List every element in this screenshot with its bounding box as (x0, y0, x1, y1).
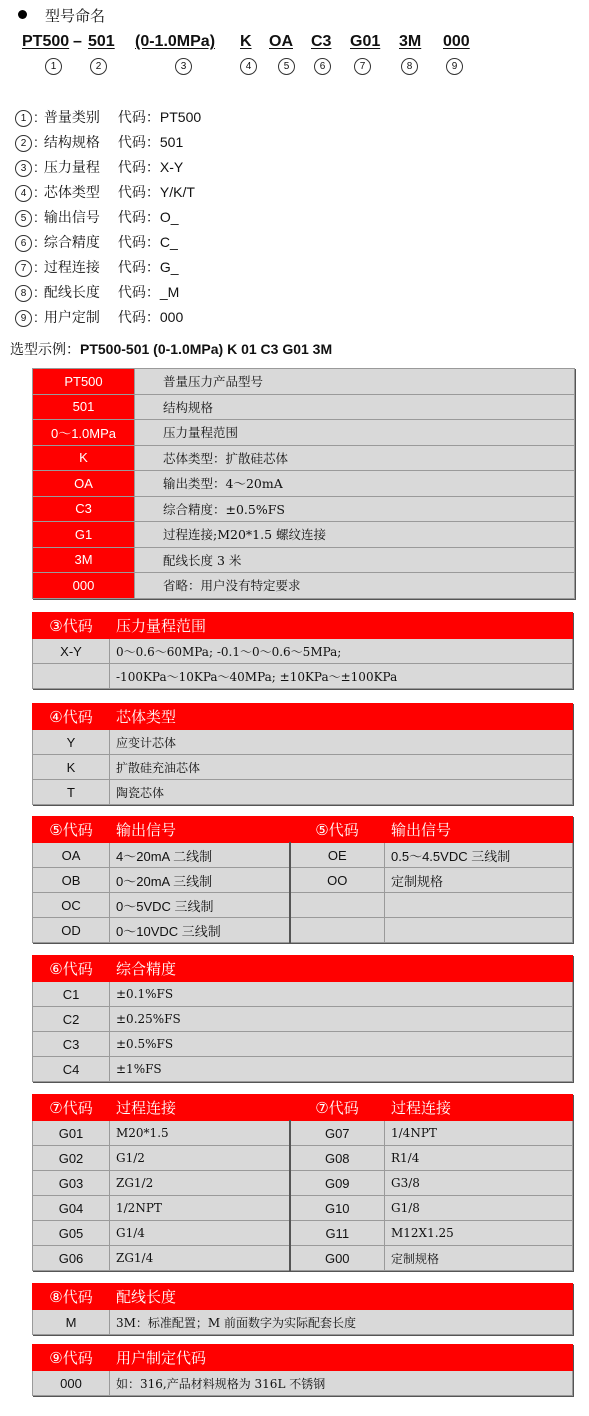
row-code: OE (290, 843, 385, 868)
summary-desc: 芯体类型：扩散硅芯体 (135, 445, 575, 471)
row-value: ±0.1%FS (110, 982, 573, 1007)
model-part: (0-1.0MPa) (135, 33, 216, 50)
row-code: Y (33, 730, 110, 755)
code-label: 代码： (117, 109, 160, 125)
header-name: 压力量程范围 (110, 613, 573, 639)
circle-number: 5 (278, 58, 295, 75)
table-row (33, 918, 573, 943)
bullet-dot-icon (18, 10, 27, 19)
row-code: G03 (33, 1171, 110, 1196)
row-code: OA (33, 843, 110, 868)
circle-number: 8 (15, 285, 32, 302)
row-code: G07 (290, 1121, 385, 1146)
row-code: G06 (33, 1246, 110, 1271)
summary-desc: 输出类型：4～20mA (135, 471, 575, 497)
definition-code: 000 (159, 309, 184, 325)
definition-item: 8 : 配线长度 代码：_M (15, 282, 179, 304)
header-code: ⑥代码 (33, 956, 110, 982)
table-row (33, 1246, 573, 1271)
row-value: -100KPa～10KPa～40MPa; ±10KPa～±100KPa (110, 664, 573, 689)
table-row (33, 780, 573, 805)
circle-number: 7 (15, 260, 32, 277)
circle-number: 8 (401, 58, 418, 75)
output-signal-table (32, 816, 573, 943)
row-code: G00 (290, 1246, 385, 1271)
row-code: G11 (290, 1221, 385, 1246)
row-code: T (33, 780, 110, 805)
row-code: G09 (290, 1171, 385, 1196)
table-header (33, 1284, 573, 1310)
row-code: G05 (33, 1221, 110, 1246)
summary-code: 3M (33, 547, 135, 573)
header-code: ⑨代码 (33, 1345, 110, 1371)
table-row (33, 1221, 573, 1246)
definition-code: X-Y (159, 159, 184, 175)
definition-code: Y/K/T (159, 184, 195, 200)
row-value: 应变计芯体 (110, 730, 573, 755)
row-code: G10 (290, 1196, 385, 1221)
row-value: ±0.25%FS (110, 1007, 573, 1032)
definition-code: _M (159, 284, 180, 300)
row-value: 3M：标准配置；M 前面数字为实际配套长度 (110, 1310, 573, 1335)
header-name: 过程连接 (385, 1095, 573, 1121)
code-label: 代码： (117, 234, 160, 250)
example-label: 选型示例： (10, 341, 80, 357)
row-code: C1 (33, 982, 110, 1007)
header-name: 综合精度 (110, 956, 573, 982)
row-value: 1/4NPT (385, 1121, 573, 1146)
row-code (33, 664, 110, 689)
header-name: 过程连接 (110, 1095, 290, 1121)
code-label: 代码： (117, 184, 160, 200)
core-type-table (32, 703, 573, 805)
definition-item: 7 : 过程连接 代码：G_ (15, 257, 179, 279)
table-row (33, 420, 575, 446)
definition-item: 2 : 结构规格 代码：501 (15, 132, 183, 154)
row-value: ZG1/2 (110, 1171, 290, 1196)
row-value: 0～0.6～60MPa; -0.1～0～0.6～5MPa; (110, 639, 573, 664)
code-label: 代码： (117, 209, 160, 225)
row-value: 4～20mA 二线制 (110, 843, 290, 868)
row-code: G02 (33, 1146, 110, 1171)
pressure-range-table (32, 612, 573, 689)
definition-item: 9 : 用户定制 代码：000 (15, 307, 183, 329)
row-code: OB (33, 868, 110, 893)
summary-code: 501 (33, 394, 135, 420)
summary-desc: 过程连接;M20*1.5 螺纹连接 (135, 522, 575, 548)
model-part: OA (269, 33, 293, 50)
definition-item: 3 : 压力量程 代码：X-Y (15, 157, 183, 179)
row-value: G3/8 (385, 1171, 573, 1196)
definition-code: G_ (159, 259, 179, 275)
circle-number: 4 (15, 185, 32, 202)
table-row (33, 1146, 573, 1171)
header-name: 配线长度 (110, 1284, 573, 1310)
table-row (33, 471, 575, 497)
header-code: ⑤代码 (33, 817, 110, 843)
row-code: C2 (33, 1007, 110, 1032)
circle-number: 3 (175, 58, 192, 75)
process-connection-table (32, 1094, 573, 1271)
circle-number: 6 (314, 58, 331, 75)
row-value: 0～5VDC 三线制 (110, 893, 290, 918)
row-value: 定制规格 (385, 868, 573, 893)
row-value (385, 893, 573, 918)
definition-item: 6 : 综合精度 代码：C_ (15, 232, 178, 254)
model-part: 3M (399, 33, 422, 50)
definition-name: 结构规格 (43, 134, 100, 150)
table-row (33, 982, 573, 1007)
row-code: OD (33, 918, 110, 943)
circle-number: 6 (15, 235, 32, 252)
circle-number: 9 (446, 58, 463, 75)
row-code (290, 893, 385, 918)
table-header (33, 1345, 573, 1371)
header-code: ④代码 (33, 704, 110, 730)
row-value: G1/4 (110, 1221, 290, 1246)
table-row (33, 893, 573, 918)
row-code: X-Y (33, 639, 110, 664)
header-name: 用户制定代码 (110, 1345, 573, 1371)
circle-number: 2 (90, 58, 107, 75)
header-name: 芯体类型 (110, 704, 573, 730)
table-header (33, 956, 573, 982)
table-row (33, 369, 575, 395)
summary-code: K (33, 445, 135, 471)
row-value: 1/2NPT (110, 1196, 290, 1221)
row-code: G01 (33, 1121, 110, 1146)
table-row (33, 1196, 573, 1221)
header-code: ⑤代码 (290, 817, 385, 843)
model-part: 501 (88, 33, 115, 50)
summary-code: G1 (33, 522, 135, 548)
circle-number: 5 (15, 210, 32, 227)
definition-code: C_ (159, 234, 178, 250)
summary-desc: 普量压力产品型号 (135, 369, 575, 395)
row-code (290, 918, 385, 943)
circle-number: 3 (15, 160, 32, 177)
code-label: 代码： (117, 284, 160, 300)
summary-code: 0～1.0MPa (33, 420, 135, 446)
summary-table (32, 368, 575, 599)
header-name: 输出信号 (385, 817, 573, 843)
code-label: 代码： (117, 259, 160, 275)
row-value: 扩散硅充油芯体 (110, 755, 573, 780)
row-code: K (33, 755, 110, 780)
table-row (33, 730, 573, 755)
definition-name: 过程连接 (43, 259, 100, 275)
table-header (33, 613, 573, 639)
table-row (33, 1032, 573, 1057)
table-row (33, 573, 575, 599)
circle-number: 4 (240, 58, 257, 75)
definition-name: 用户定制 (43, 309, 100, 325)
code-label: 代码： (117, 309, 160, 325)
summary-code: PT500 (33, 369, 135, 395)
circle-number: 1 (45, 58, 62, 75)
row-value: 如：316,产品材料规格为 316L 不锈钢 (110, 1371, 573, 1396)
row-code: G08 (290, 1146, 385, 1171)
code-label: 代码： (117, 159, 160, 175)
definition-item: 5 : 输出信号 代码：O_ (15, 207, 179, 229)
summary-desc: 综合精度：±0.5%FS (135, 496, 575, 522)
row-value: G1/2 (110, 1146, 290, 1171)
code-label: 代码： (117, 134, 160, 150)
definition-name: 配线长度 (43, 284, 100, 300)
table-row (33, 1310, 573, 1335)
row-code: 000 (33, 1371, 110, 1396)
row-value: 0.5～4.5VDC 三线制 (385, 843, 573, 868)
row-value: ±0.5%FS (110, 1032, 573, 1057)
row-code: OO (290, 868, 385, 893)
definition-item: 1 : 普量类别 代码：PT500 (15, 107, 201, 129)
model-part: PT500 (22, 33, 70, 50)
model-part: G01 (350, 33, 381, 50)
definition-name: 普量类别 (43, 109, 100, 125)
row-code: G04 (33, 1196, 110, 1221)
definition-code: PT500 (159, 109, 202, 125)
definition-name: 压力量程 (43, 159, 100, 175)
table-header (33, 817, 573, 843)
table-row (33, 1007, 573, 1032)
summary-desc: 压力量程范围 (135, 420, 575, 446)
table-row (33, 1171, 573, 1196)
table-row (33, 522, 575, 548)
summary-code: 000 (33, 573, 135, 599)
header-code: ⑦代码 (33, 1095, 110, 1121)
row-value: 陶瓷芯体 (110, 780, 573, 805)
header-code: ⑦代码 (290, 1095, 385, 1121)
definition-code: O_ (159, 209, 179, 225)
definition-name: 输出信号 (43, 209, 100, 225)
table-row (33, 843, 573, 868)
table-row (33, 1121, 573, 1146)
row-value: M12X1.25 (385, 1221, 573, 1246)
summary-code: C3 (33, 496, 135, 522)
model-part: 000 (443, 33, 470, 50)
definition-item: 4 : 芯体类型 代码：Y/K/T (15, 182, 195, 204)
table-row (33, 547, 575, 573)
row-value: G1/8 (385, 1196, 573, 1221)
model-part: K (240, 33, 252, 50)
row-code: C4 (33, 1057, 110, 1082)
example-value: PT500-501 (0-1.0MPa) K 01 C3 G01 3M (80, 341, 333, 357)
selection-example (10, 339, 332, 359)
summary-desc: 结构规格 (135, 394, 575, 420)
row-value: 0～20mA 三线制 (110, 868, 290, 893)
circle-number: 1 (15, 110, 32, 127)
row-code: M (33, 1310, 110, 1335)
row-code: OC (33, 893, 110, 918)
table-row (33, 445, 575, 471)
row-value: ±1%FS (110, 1057, 573, 1082)
table-row (33, 1371, 573, 1396)
row-value: M20*1.5 (110, 1121, 290, 1146)
row-value (385, 918, 573, 943)
table-header (33, 704, 573, 730)
table-row (33, 664, 573, 689)
circle-number: 2 (15, 135, 32, 152)
header-name: 输出信号 (110, 817, 290, 843)
accuracy-table (32, 955, 573, 1082)
cable-length-table (32, 1283, 573, 1335)
circle-number: 7 (354, 58, 371, 75)
row-value: R1/4 (385, 1146, 573, 1171)
row-value: ZG1/4 (110, 1246, 290, 1271)
row-value: 定制规格 (385, 1246, 573, 1271)
table-row (33, 496, 575, 522)
table-row (33, 639, 573, 664)
definition-name: 芯体类型 (43, 184, 100, 200)
definition-code: 501 (159, 134, 184, 150)
table-row (33, 755, 573, 780)
table-row (33, 394, 575, 420)
circle-number: 9 (15, 310, 32, 327)
summary-desc: 配线长度 3 米 (135, 547, 575, 573)
row-value: 0～10VDC 三线制 (110, 918, 290, 943)
header-code: ③代码 (33, 613, 110, 639)
definition-name: 综合精度 (43, 234, 100, 250)
table-row (33, 1057, 573, 1082)
summary-desc: 省略：用户没有特定要求 (135, 573, 575, 599)
model-part: – (73, 33, 82, 50)
summary-code: OA (33, 471, 135, 497)
user-custom-table (32, 1344, 573, 1396)
model-part: C3 (311, 33, 332, 50)
row-code: C3 (33, 1032, 110, 1057)
table-header (33, 1095, 573, 1121)
header-code: ⑧代码 (33, 1284, 110, 1310)
table-row (33, 868, 573, 893)
section-title: 型号命名 (45, 8, 106, 25)
